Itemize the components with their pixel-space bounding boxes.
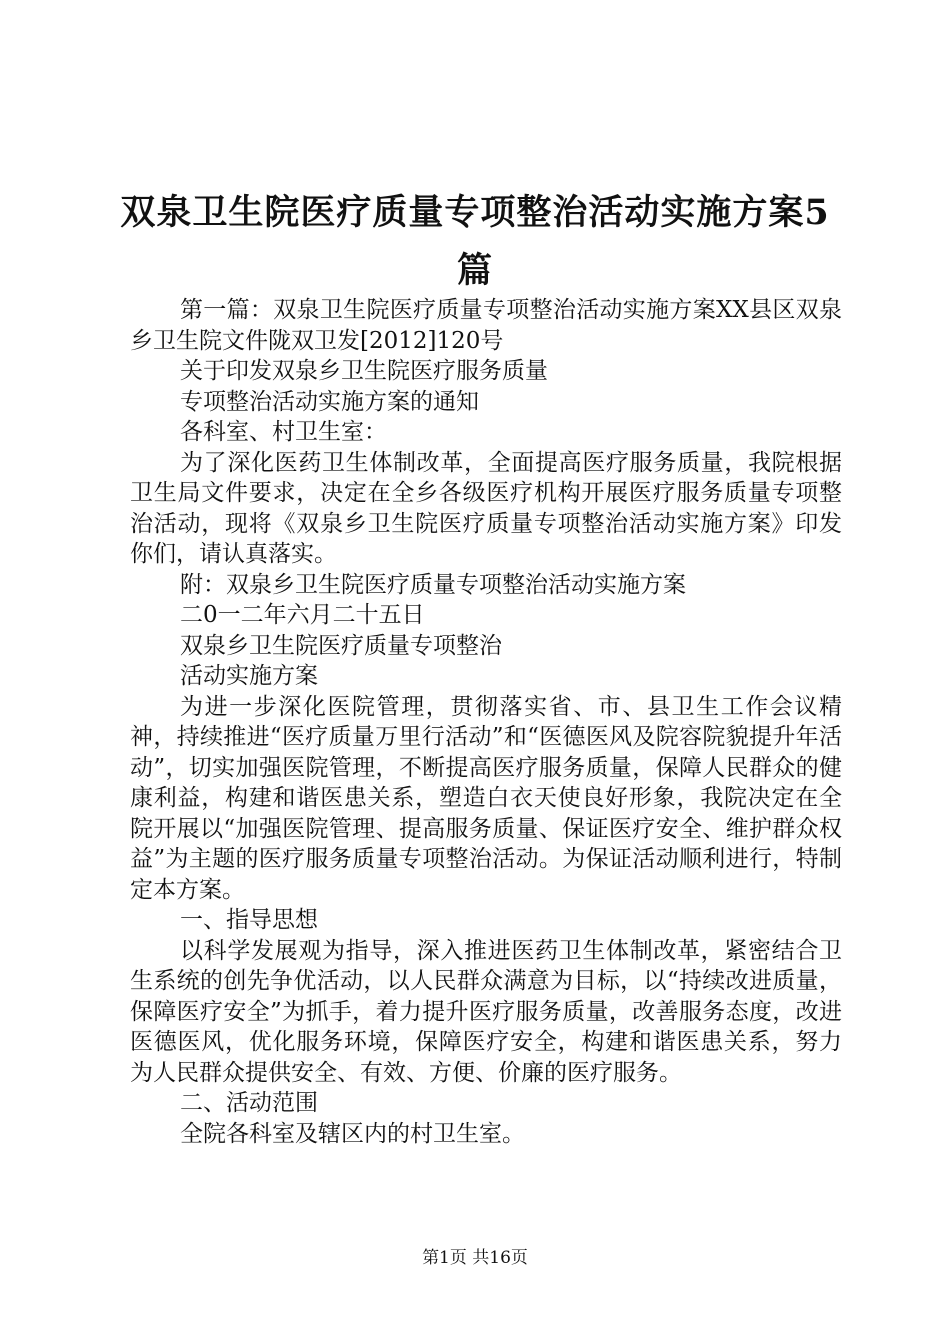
paragraph: 二0一二年六月二十五日	[180, 602, 425, 628]
paragraph: 以科学发展观为指导，深入推进医药卫生体制改革，紧密结合卫生系统的创先争优活动，以人民群众满意为目标，以“持续改进质量，保障医疗安全”为抓手，着力提升医疗服务质量，改善服务态度，改进医德医风，优化服务环境，保障医疗安全，构建和谐医患关系，努力为人民群众提供安全、有效、方便、价廉的医疗服务。	[130, 937, 842, 1086]
page-number-footer: 第1页 共16页	[422, 1248, 528, 1268]
paragraph: 各科室、村卫生室：	[180, 419, 387, 445]
section-heading: 二、活动范围	[180, 1090, 318, 1116]
section-heading: 一、指导思想	[180, 907, 318, 933]
document-title: 双泉卫生院医疗质量专项整治活动实施方案5篇	[120, 192, 830, 291]
paragraph: 全院各科室及辖区内的村卫生室。	[180, 1120, 525, 1147]
paragraph: 双泉乡卫生院医疗质量专项整治	[180, 632, 502, 659]
paragraph: 为进一步深化医院管理，贯彻落实省、市、县卫生工作会议精神，持续推进“医疗质量万里行活动”和“医德医风及院容院貌提升年活动”，切实加强医院管理，不断提高医疗服务质量，保障人民群众的健康利益，构建和谐医患关系，塑造白衣天使良好形象，我院决定在全院开展以“加强医院管理、提高服务质量、保证医疗安全、维护群众权益”为主题的医疗服务质量专项整治活动。为保证活动顺利进行，特制定本方案。	[130, 693, 842, 903]
paragraph: 为了深化医药卫生体制改革，全面提高医疗服务质量，我院根据卫生局文件要求，决定在全乡各级医疗机构开展医疗服务质量专项整治活动，现将《双泉乡卫生院医疗质量专项整治活动实施方案》印发你们，请认真落实。	[130, 449, 842, 567]
document-body	[130, 295, 842, 1149]
paragraph: 关于印发双泉乡卫生院医疗服务质量	[180, 358, 548, 384]
paragraph: 第一篇：双泉卫生院医疗质量专项整治活动实施方案XX县区双泉乡卫生院文件陇双卫发[2012]120号	[130, 297, 842, 354]
paragraph: 专项整治活动实施方案的通知	[180, 388, 479, 415]
paragraph: 附：双泉乡卫生院医疗质量专项整治活动实施方案	[180, 571, 686, 598]
paragraph: 活动实施方案	[180, 663, 318, 689]
